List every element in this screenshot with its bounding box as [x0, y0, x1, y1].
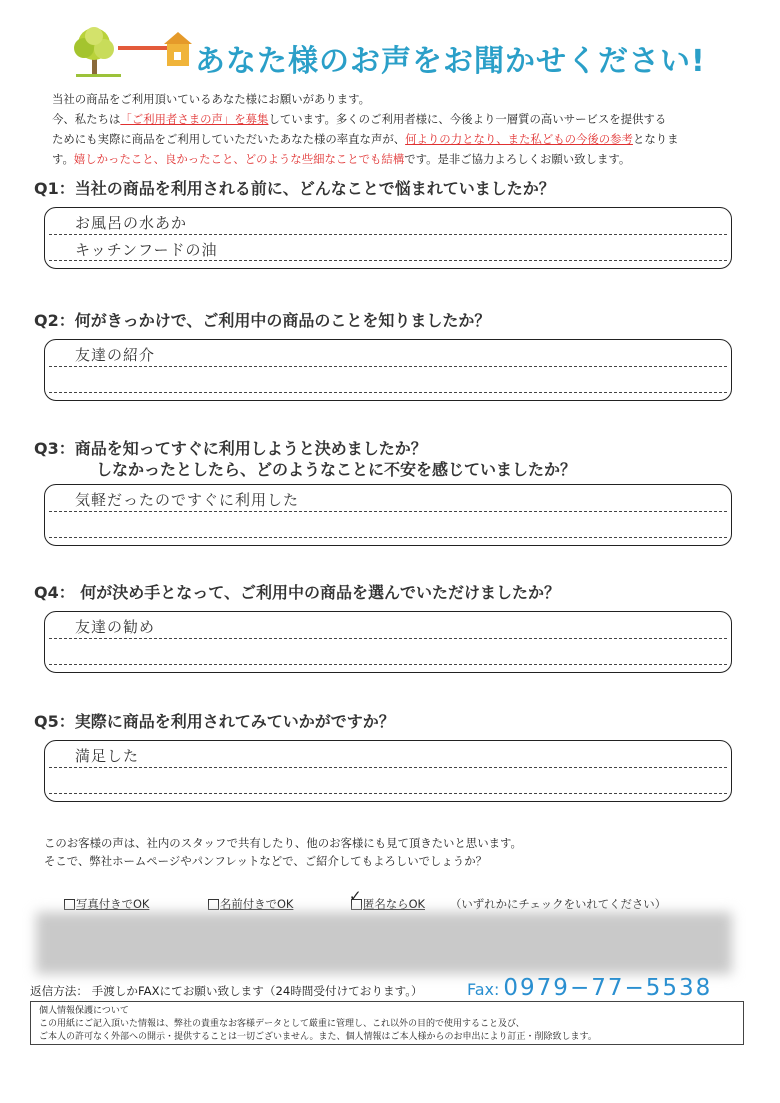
answer-line: [49, 793, 727, 794]
instruction-text: （いずれかにチェックをいれてください）: [450, 897, 667, 911]
intro-text: [52, 89, 742, 169]
photo-ok-checkbox[interactable]: [64, 896, 149, 912]
answer-line: [49, 366, 727, 367]
intro-emphasis: 何よりの力となり、また私どもの今後の参考: [405, 132, 633, 146]
answer-box-4[interactable]: [44, 611, 732, 673]
intro-emphasis: 「ご利用者さまの声」を募集: [120, 112, 269, 126]
intro-line: [52, 129, 742, 149]
intro-text-segment: となりま: [632, 132, 679, 146]
answer-line: [49, 664, 727, 665]
answer-line: [49, 537, 727, 538]
intro-text-segment: ためにも実際に商品をご利用していただいたあなた様の率直な声が、: [52, 132, 406, 146]
answer-line: [49, 511, 727, 512]
answer-4-text-1: 友達の勧め: [75, 618, 156, 636]
answer-box-2[interactable]: [44, 339, 732, 401]
intro-text-segment: す。: [52, 152, 74, 166]
question-4-label: Q4： 何が決め手となって、ご利用中の商品を選んでいただけましたか？: [34, 583, 560, 602]
anonymous-ok-checkbox[interactable]: [349, 887, 425, 912]
intro-line: [52, 109, 742, 129]
share-line: そこで、弊社ホームページやパンフレットなどで、ご紹介してもよろしいでしょうか？: [44, 854, 487, 868]
checkbox-label: 名前付きでOK: [220, 897, 294, 911]
intro-line: 当社の商品をご利用頂いているあなた様にお願いがあります。: [52, 92, 371, 106]
checkbox-instruction: [450, 896, 666, 912]
privacy-notice: [30, 1001, 744, 1045]
fax-label: Fax:: [467, 980, 500, 999]
answer-3-text-1: 気軽だったのですぐに利用した: [75, 491, 300, 509]
answer-line: [49, 260, 727, 261]
checkbox-square-icon: [64, 899, 75, 910]
check-mark-icon: ✓: [349, 887, 362, 905]
intro-emphasis: 嬉しかったこと、良かったこと、どのような些細なことでも結構: [73, 152, 405, 166]
question-1-label: Q1：当社の商品を利用される前に、どんなことで悩まれていましたか？: [34, 179, 555, 198]
share-line: このお客様の声は、社内のスタッフで共有したり、他のお客様にも見て頂きたいと思います。: [44, 836, 522, 850]
share-consent-text: [44, 834, 744, 870]
answer-2-text-1: 友達の紹介: [75, 346, 156, 364]
intro-text-segment: です。是非ご協力よろしくお願い致します。: [404, 152, 631, 166]
fax-number-value: 0979−77−5538: [503, 975, 713, 1001]
intro-text-segment: しています。多くのご利用者様に、今後より一層質の高いサービスを提供する: [268, 112, 667, 126]
privacy-line: ご本人の許可なく外部への開示・提供することは一切ございません。また、個人情報はご本人様からのお申出により訂正・削除致します。: [39, 1032, 597, 1042]
answer-line: [49, 234, 727, 235]
answer-1-text-2: キッチンフードの油: [75, 241, 218, 259]
privacy-title: 個人情報保護について: [39, 1006, 129, 1016]
checkbox-label: 匿名ならOK: [363, 897, 425, 911]
question-3-label-2: しなかったとしたら、どのようなことに不安を感じていましたか？: [96, 460, 577, 479]
intro-text-segment: 今、私たちは: [52, 112, 121, 126]
redacted-area: [36, 912, 732, 974]
answer-line: [49, 767, 727, 768]
answer-box-3[interactable]: [44, 484, 732, 546]
question-3-label: Q3：商品を知ってすぐに利用しようと決めましたか？: [34, 439, 427, 458]
tree-house-logo-icon: [68, 22, 198, 80]
answer-1-text-1: お風呂の水あか: [75, 214, 188, 232]
question-2-label: Q2：何がきっかけで、ご利用中の商品のことを知りましたか？: [34, 311, 491, 330]
answer-line: [49, 392, 727, 393]
privacy-line: この用紙にご記入頂いた情報は、弊社の貴重なお客様データとして厳重に管理し、これ以外の目的で使用すること及び、: [39, 1019, 525, 1029]
answer-box-1[interactable]: [44, 207, 732, 269]
checkbox-square-icon: [208, 899, 219, 910]
answer-line: [49, 638, 727, 639]
answer-5-text-1: 満足した: [75, 747, 140, 765]
intro-line: [52, 149, 742, 169]
checkbox-label: 写真付きでOK: [76, 897, 150, 911]
name-ok-checkbox[interactable]: [208, 896, 293, 912]
fax-number: [467, 975, 712, 1001]
answer-box-5[interactable]: [44, 740, 732, 802]
page-title: あなた様のお声をお聞かせください!: [195, 44, 706, 79]
reply-method-text: 返信方法： 手渡しかFAXにてお願い致します（24時間受付けております。）: [30, 984, 423, 998]
question-5-label: Q5：実際に商品を利用されてみていかがですか？: [34, 712, 395, 731]
